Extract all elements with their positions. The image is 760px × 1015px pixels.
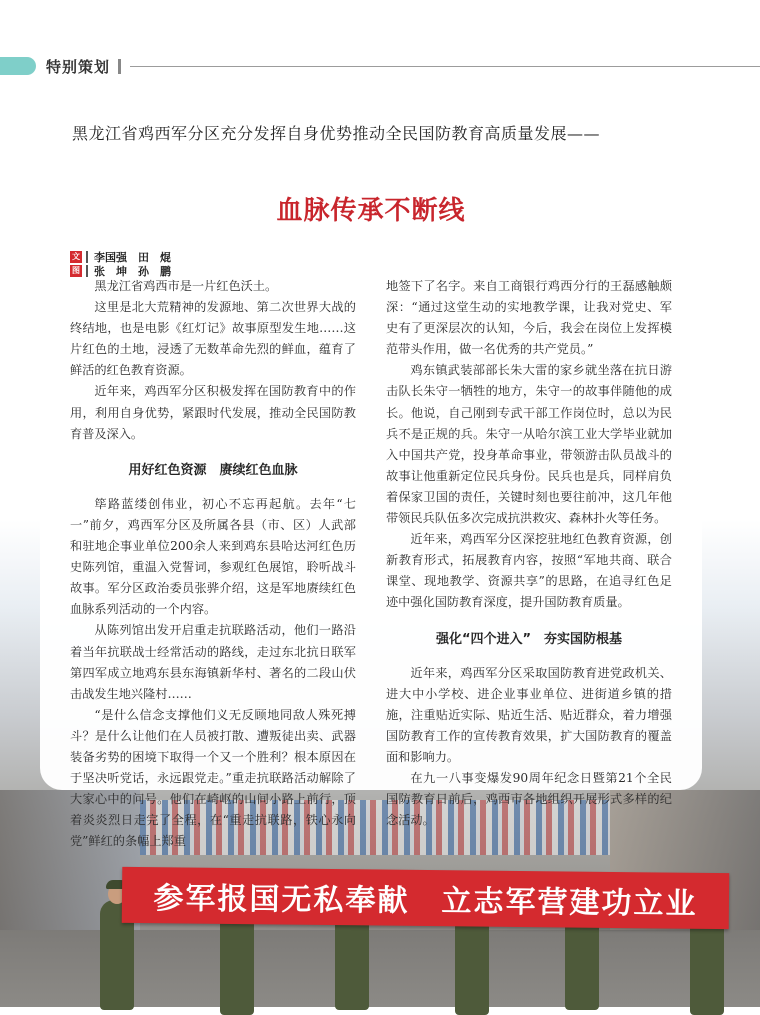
- article-title: 血脉传承不断线: [276, 196, 466, 226]
- paragraph: 鸡东镇武装部部长朱大雷的家乡就坐落在抗日游击队长朱守一牺牲的地方，朱守一的故事伴随他的成长。他说，自己刚到专武干部工作岗位时，总以为民兵不是正规的兵。朱守一从哈尔滨工业大学毕业就加入中国共产党，投身革命事业，带领游击队员战斗的故事让他重新定位民兵身份。民兵也是兵，同样肩负着保家卫国的责任，关键时刻也要往前冲，这几年他带领民兵队伍多次完成抗洪救灾、森林扑火等任务。: [386, 363, 672, 526]
- red-banner: [122, 867, 730, 929]
- section-divider: [118, 59, 121, 74]
- byline-photographers: 张 坤 孙 鹏: [94, 264, 171, 278]
- article-column-right: [386, 276, 672, 831]
- paragraph: 地签下了名字。来自工商银行鸡西分行的王磊感触颇深：“通过这堂生动的实地教学课，让我对党史、军史有了更深层次的认知，今后，我会在岗位上发挥模范带头作用，做一名优秀的共产党员。”: [386, 279, 672, 357]
- paragraph: 从陈列馆出发开启重走抗联路活动，他们一路沿着当年抗联战士经常活动的路线，走过东北抗日联军第四军成立地鸡东县东海镇新华村、著名的二段山伏击战发生地兴隆村……: [70, 623, 356, 701]
- byline-text: [70, 250, 171, 263]
- paragraph: “是什么信念支撑他们义无反顾地同敌人殊死搏斗？是什么让他们在人员被打散、遭叛徒出卖、武器装备劣势的困境下取得一个又一个胜利？根本原因在于坚决听党话，永远跟党走。”重走抗联路活动解除了大家心中的问号。他们在崎岖的山间小路上前行，顶着炎炎烈日走完了全程，在“重走抗联路，铁心永向党”鲜红的条幅上郑重: [70, 707, 356, 849]
- section-tab-marker: [0, 57, 36, 75]
- paragraph: 筚路蓝缕创伟业，初心不忘再起航。去年“七一”前夕，鸡西军分区及所属各县（市、区）人武部和驻地企事业单位200余人来到鸡东县哈达河红色历史陈列馆，重温入党誓词，参观红色展馆，聆听战斗故事。军分区政治委员张骅介绍，这是军地赓续红色血脉系列活动的一个内容。: [70, 496, 356, 617]
- section-heading: 强化“四个进入” 夯实国防根基: [435, 631, 623, 647]
- section-heading: 用好红色资源 赓续红色血脉: [128, 462, 298, 478]
- header-rule: [130, 66, 760, 67]
- paragraph: 近年来，鸡西军分区采取国防教育进党政机关、进大中小学校、进企业事业单位、进街道乡镇的措施，注重贴近实际、贴近生活、贴近群众，着力增强国防教育工作的宣传教育效果，扩大国防教育的覆盖面和影响力。: [386, 665, 672, 764]
- paragraph: 近年来，鸡西军分区积极发挥在国防教育中的作用，利用自身优势，紧跟时代发展，推动全民国防教育普及深入。: [70, 384, 356, 441]
- paragraph: 这里是北大荒精神的发源地、第二次世界大战的终结地，也是电影《红灯记》故事原型发生地……这片红色的土地，浸透了无数革命先烈的鲜血，蕴育了鲜活的红色教育资源。: [70, 300, 356, 378]
- section-label: 特别策划: [46, 58, 111, 76]
- article-column-left: [70, 276, 356, 852]
- byline-tag-photo: 图: [72, 265, 80, 275]
- byline-authors: 李国强 田 焜: [94, 250, 171, 264]
- paragraph: 在九一八事变爆发90周年纪念日暨第21个全民国防教育日前后，鸡西市各地组织开展形式多样的纪念活动。: [386, 771, 672, 828]
- paragraph: 黑龙江省鸡西市是一片红色沃土。: [94, 279, 278, 293]
- article-subtitle: 黑龙江省鸡西军分区充分发挥自身优势推动全民国防教育高质量发展——: [72, 124, 601, 143]
- paragraph: 近年来，鸡西军分区深挖驻地红色教育资源，创新教育形式，拓展教育内容，按照“军地共商、联合课堂、现地教学、资源共享”的思路，在追寻红色足迹中强化国防教育深度，提升国防教育质量。: [386, 532, 672, 610]
- byline-tag-text: 文: [72, 251, 80, 261]
- banner-slogan: 参军报国无私奉献 立志军营建功立业: [153, 881, 698, 922]
